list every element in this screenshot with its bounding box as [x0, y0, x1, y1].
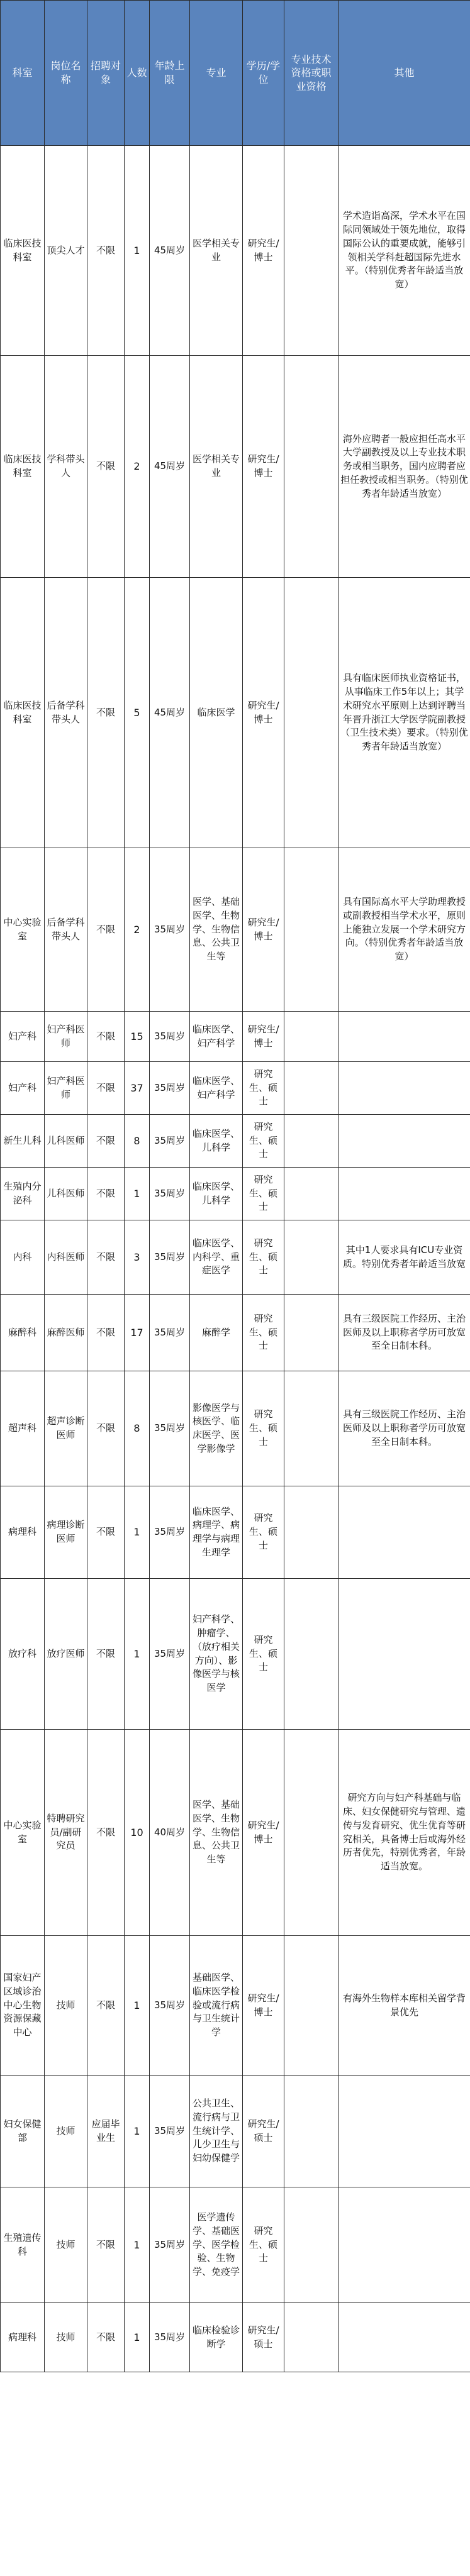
- cell-target: 不限: [87, 1220, 125, 1295]
- cell-post: 后备学科带头人: [45, 848, 87, 1012]
- cell-dept: 临床医技科室: [1, 356, 45, 578]
- cell-count: 1: [125, 1936, 150, 2076]
- cell-count: 3: [125, 1220, 150, 1295]
- cell-major: 临床医学、儿科学: [190, 1168, 243, 1220]
- cell-count: 1: [125, 2303, 150, 2372]
- table-row: [1, 1295, 470, 1371]
- cell-qualification: [284, 1579, 339, 1730]
- cell-qualification: [284, 1168, 339, 1220]
- cell-count: 15: [125, 1012, 150, 1062]
- cell-count: 1: [125, 2187, 150, 2303]
- table-row: [1, 1936, 470, 2076]
- cell-count: 37: [125, 1062, 150, 1115]
- cell-age: 35周岁: [150, 1486, 190, 1579]
- cell-major: 临床医学、病理学、病理学与病理生理学: [190, 1486, 243, 1579]
- cell-age: 35周岁: [150, 1295, 190, 1371]
- cell-other: 研究方向与妇产科基础与临床、妇女保健研究与管理、遗传与发育研究、优生优育等研究相关，具备博士后或海外经历者优先，特别优秀者，年龄适当放宽。: [339, 1730, 470, 1936]
- cell-degree: 研究生/博士: [243, 1012, 284, 1062]
- cell-age: 35周岁: [150, 1220, 190, 1295]
- cell-target: 不限: [87, 1486, 125, 1579]
- header-dept: 科室: [1, 1, 45, 146]
- cell-target: 不限: [87, 1168, 125, 1220]
- cell-other: 具有国际高水平大学助理教授或副教授相当学术水平，原则上能独立发展一个学术研究方向。（特别优秀者年龄适当放宽）: [339, 848, 470, 1012]
- cell-qualification: [284, 578, 339, 848]
- cell-post: 放疗医师: [45, 1579, 87, 1730]
- cell-count: 1: [125, 1486, 150, 1579]
- cell-age: 35周岁: [150, 2187, 190, 2303]
- cell-other: [339, 2076, 470, 2187]
- cell-dept: 国家妇产区域诊治中心生物资源保藏中心: [1, 1936, 45, 2076]
- cell-dept: 内科: [1, 1220, 45, 1295]
- cell-dept: 病理科: [1, 2303, 45, 2372]
- table-row: [1, 1371, 470, 1486]
- cell-other: [339, 1486, 470, 1579]
- cell-major: 医学相关专业: [190, 146, 243, 356]
- cell-other: [339, 1062, 470, 1115]
- cell-dept: 中心实验室: [1, 848, 45, 1012]
- cell-other: 海外应聘者一般应担任高水平大学副教授及以上专业技术职务或相当职务，国内应聘者应担任教授或相当职务。（特别优秀者年龄适当放宽）: [339, 356, 470, 578]
- cell-degree: 研究生/博士: [243, 848, 284, 1012]
- cell-qualification: [284, 1012, 339, 1062]
- cell-target: 不限: [87, 2303, 125, 2372]
- cell-target: 不限: [87, 1579, 125, 1730]
- cell-dept: 中心实验室: [1, 1730, 45, 1936]
- cell-qualification: [284, 356, 339, 578]
- table-row: [1, 1062, 470, 1115]
- table-row: [1, 356, 470, 578]
- cell-other: 有海外生物样本库相关留学背景优先: [339, 1936, 470, 2076]
- cell-count: 1: [125, 2076, 150, 2187]
- cell-age: 35周岁: [150, 1168, 190, 1220]
- table-row: [1, 1730, 470, 1936]
- cell-post: 技师: [45, 2187, 87, 2303]
- cell-dept: 新生儿科: [1, 1115, 45, 1168]
- cell-target: 应届毕业生: [87, 2076, 125, 2187]
- cell-age: 45周岁: [150, 146, 190, 356]
- cell-target: 不限: [87, 578, 125, 848]
- cell-age: 35周岁: [150, 1936, 190, 2076]
- cell-count: 17: [125, 1295, 150, 1371]
- cell-qualification: [284, 1220, 339, 1295]
- cell-major: 临床检验诊断学: [190, 2303, 243, 2372]
- header-post: 岗位名称: [45, 1, 87, 146]
- cell-post: 儿科医师: [45, 1168, 87, 1220]
- cell-dept: 麻醉科: [1, 1295, 45, 1371]
- cell-major: 影像医学与核医学、临床医学、医学影像学: [190, 1371, 243, 1486]
- cell-major: 医学遗传学、基础医学、医学检验、生物学、免疫学: [190, 2187, 243, 2303]
- cell-qualification: [284, 1115, 339, 1168]
- cell-qualification: [284, 848, 339, 1012]
- cell-dept: 临床医技科室: [1, 578, 45, 848]
- cell-qualification: [284, 2187, 339, 2303]
- cell-post: 病理诊断医师: [45, 1486, 87, 1579]
- cell-degree: 研究生、硕士: [243, 2187, 284, 2303]
- cell-count: 1: [125, 146, 150, 356]
- cell-qualification: [284, 1062, 339, 1115]
- cell-age: 35周岁: [150, 2303, 190, 2372]
- cell-other: 其中1人要求具有ICU专业资质。特别优秀者年龄适当放宽: [339, 1220, 470, 1295]
- cell-post: 顶尖人才: [45, 146, 87, 356]
- cell-target: 不限: [87, 1062, 125, 1115]
- cell-major: 基础医学、临床医学检验或流行病与卫生统计学: [190, 1936, 243, 2076]
- cell-major: 临床医学、内科学、重症医学: [190, 1220, 243, 1295]
- cell-age: 35周岁: [150, 2076, 190, 2187]
- cell-target: 不限: [87, 146, 125, 356]
- cell-age: 45周岁: [150, 578, 190, 848]
- cell-qualification: [284, 1936, 339, 2076]
- cell-post: 技师: [45, 2303, 87, 2372]
- cell-post: 妇产科医师: [45, 1062, 87, 1115]
- cell-dept: 生殖遗传科: [1, 2187, 45, 2303]
- cell-major: 临床医学、儿科学: [190, 1115, 243, 1168]
- cell-qualification: [284, 146, 339, 356]
- cell-dept: 超声科: [1, 1371, 45, 1486]
- cell-target: 不限: [87, 1730, 125, 1936]
- cell-major: 麻醉学: [190, 1295, 243, 1371]
- cell-major: 妇产科学、肿瘤学、（放疗相关方向）、影像医学与核医学: [190, 1579, 243, 1730]
- cell-degree: 研究生、硕士: [243, 1115, 284, 1168]
- table-row: [1, 1486, 470, 1579]
- table-row: [1, 1115, 470, 1168]
- table-row: [1, 1579, 470, 1730]
- cell-major: 临床医学、妇产科学: [190, 1062, 243, 1115]
- header-target: 招聘对象: [87, 1, 125, 146]
- cell-other: [339, 2187, 470, 2303]
- cell-age: 35周岁: [150, 1115, 190, 1168]
- cell-degree: 研究生、硕士: [243, 1486, 284, 1579]
- cell-qualification: [284, 1371, 339, 1486]
- cell-degree: 研究生/硕士: [243, 2076, 284, 2187]
- cell-post: 儿科医师: [45, 1115, 87, 1168]
- cell-degree: 研究生、硕士: [243, 1168, 284, 1220]
- cell-qualification: [284, 1730, 339, 1936]
- cell-count: 10: [125, 1730, 150, 1936]
- cell-age: 35周岁: [150, 848, 190, 1012]
- cell-major: 医学、基础医学、生物学、生物信息、公共卫生等: [190, 1730, 243, 1936]
- cell-target: 不限: [87, 1012, 125, 1062]
- cell-target: 不限: [87, 848, 125, 1012]
- cell-other: 具有临床医师执业资格证书，从事临床工作5年以上；其学术研究水平原则上达到评聘当年晋升浙江大学医学院副教授（卫生技术类）要求。（特别优秀者年龄适当放宽）: [339, 578, 470, 848]
- cell-count: 8: [125, 1371, 150, 1486]
- cell-major: 公共卫生、流行病与卫生统计学、儿少卫生与妇幼保健学: [190, 2076, 243, 2187]
- cell-dept: 妇产科: [1, 1012, 45, 1062]
- table-row: [1, 2187, 470, 2303]
- cell-age: 45周岁: [150, 356, 190, 578]
- cell-count: 1: [125, 1168, 150, 1220]
- cell-degree: 研究生/博士: [243, 578, 284, 848]
- cell-count: 8: [125, 1115, 150, 1168]
- cell-dept: 妇产科: [1, 1062, 45, 1115]
- cell-count: 2: [125, 356, 150, 578]
- cell-target: 不限: [87, 1295, 125, 1371]
- table-row: [1, 1220, 470, 1295]
- cell-qualification: [284, 1486, 339, 1579]
- table-row: [1, 1168, 470, 1220]
- cell-age: 35周岁: [150, 1371, 190, 1486]
- cell-age: 35周岁: [150, 1579, 190, 1730]
- cell-major: 临床医学: [190, 578, 243, 848]
- cell-age: 40周岁: [150, 1730, 190, 1936]
- table-row: [1, 2303, 470, 2372]
- cell-post: 学科带头人: [45, 356, 87, 578]
- header-other: 其他: [339, 1, 470, 146]
- cell-age: 35周岁: [150, 1012, 190, 1062]
- cell-degree: 研究生、硕士: [243, 1220, 284, 1295]
- table-row: [1, 848, 470, 1012]
- header-row: [1, 1, 470, 146]
- cell-qualification: [284, 2076, 339, 2187]
- cell-other: [339, 1579, 470, 1730]
- cell-degree: 研究生/博士: [243, 1936, 284, 2076]
- cell-degree: 研究生/博士: [243, 1730, 284, 1936]
- cell-qualification: [284, 2303, 339, 2372]
- cell-degree: 研究生、硕士: [243, 1295, 284, 1371]
- cell-dept: 生殖内分泌科: [1, 1168, 45, 1220]
- header-major: 专业: [190, 1, 243, 146]
- cell-degree: 研究生/博士: [243, 356, 284, 578]
- cell-major: 医学、基础医学、生物学、生物信息、公共卫生等: [190, 848, 243, 1012]
- cell-qualification: [284, 1295, 339, 1371]
- cell-other: 具有三级医院工作经历、主治医师及以上职称者学历可放宽至全日制本科。: [339, 1371, 470, 1486]
- cell-other: 学术造诣高深，学术水平在国际同领域处于领先地位，取得国际公认的重要成就，能够引领相关学科赶超国际先进水平。（特别优秀者年龄适当放宽）: [339, 146, 470, 356]
- cell-degree: 研究生、硕士: [243, 1062, 284, 1115]
- header-degree: 学历/学位: [243, 1, 284, 146]
- cell-target: 不限: [87, 2187, 125, 2303]
- cell-post: 技师: [45, 2076, 87, 2187]
- cell-other: [339, 1012, 470, 1062]
- cell-degree: 研究生、硕士: [243, 1371, 284, 1486]
- cell-post: 麻醉医师: [45, 1295, 87, 1371]
- cell-other: [339, 1168, 470, 1220]
- cell-post: 内科医师: [45, 1220, 87, 1295]
- cell-target: 不限: [87, 1115, 125, 1168]
- cell-count: 1: [125, 1579, 150, 1730]
- cell-target: 不限: [87, 1371, 125, 1486]
- cell-dept: 临床医技科室: [1, 146, 45, 356]
- cell-degree: 研究生/硕士: [243, 2303, 284, 2372]
- cell-post: 后备学科带头人: [45, 578, 87, 848]
- cell-major: 临床医学、妇产科学: [190, 1012, 243, 1062]
- cell-post: 技师: [45, 1936, 87, 2076]
- header-count: 人数: [125, 1, 150, 146]
- header-age: 年龄上限: [150, 1, 190, 146]
- cell-dept: 病理科: [1, 1486, 45, 1579]
- header-qualification: 专业技术资格或职业资格: [284, 1, 339, 146]
- cell-other: 具有三级医院工作经历、主治医师及以上职称者学历可放宽至全日制本科。: [339, 1295, 470, 1371]
- cell-major: 医学相关专业: [190, 356, 243, 578]
- cell-post: 特聘研究员/副研究员: [45, 1730, 87, 1936]
- cell-degree: 研究生、硕士: [243, 1579, 284, 1730]
- table-row: [1, 578, 470, 848]
- cell-target: 不限: [87, 356, 125, 578]
- table-row: [1, 146, 470, 356]
- cell-dept: 妇女保健部: [1, 2076, 45, 2187]
- cell-degree: 研究生/博士: [243, 146, 284, 356]
- cell-post: 超声诊断医师: [45, 1371, 87, 1486]
- cell-count: 5: [125, 578, 150, 848]
- cell-other: [339, 1115, 470, 1168]
- cell-age: 35周岁: [150, 1062, 190, 1115]
- cell-other: [339, 2303, 470, 2372]
- cell-target: 不限: [87, 1936, 125, 2076]
- table-row: [1, 2076, 470, 2187]
- cell-post: 妇产科医师: [45, 1012, 87, 1062]
- cell-count: 2: [125, 848, 150, 1012]
- cell-dept: 放疗科: [1, 1579, 45, 1730]
- table-row: [1, 1012, 470, 1062]
